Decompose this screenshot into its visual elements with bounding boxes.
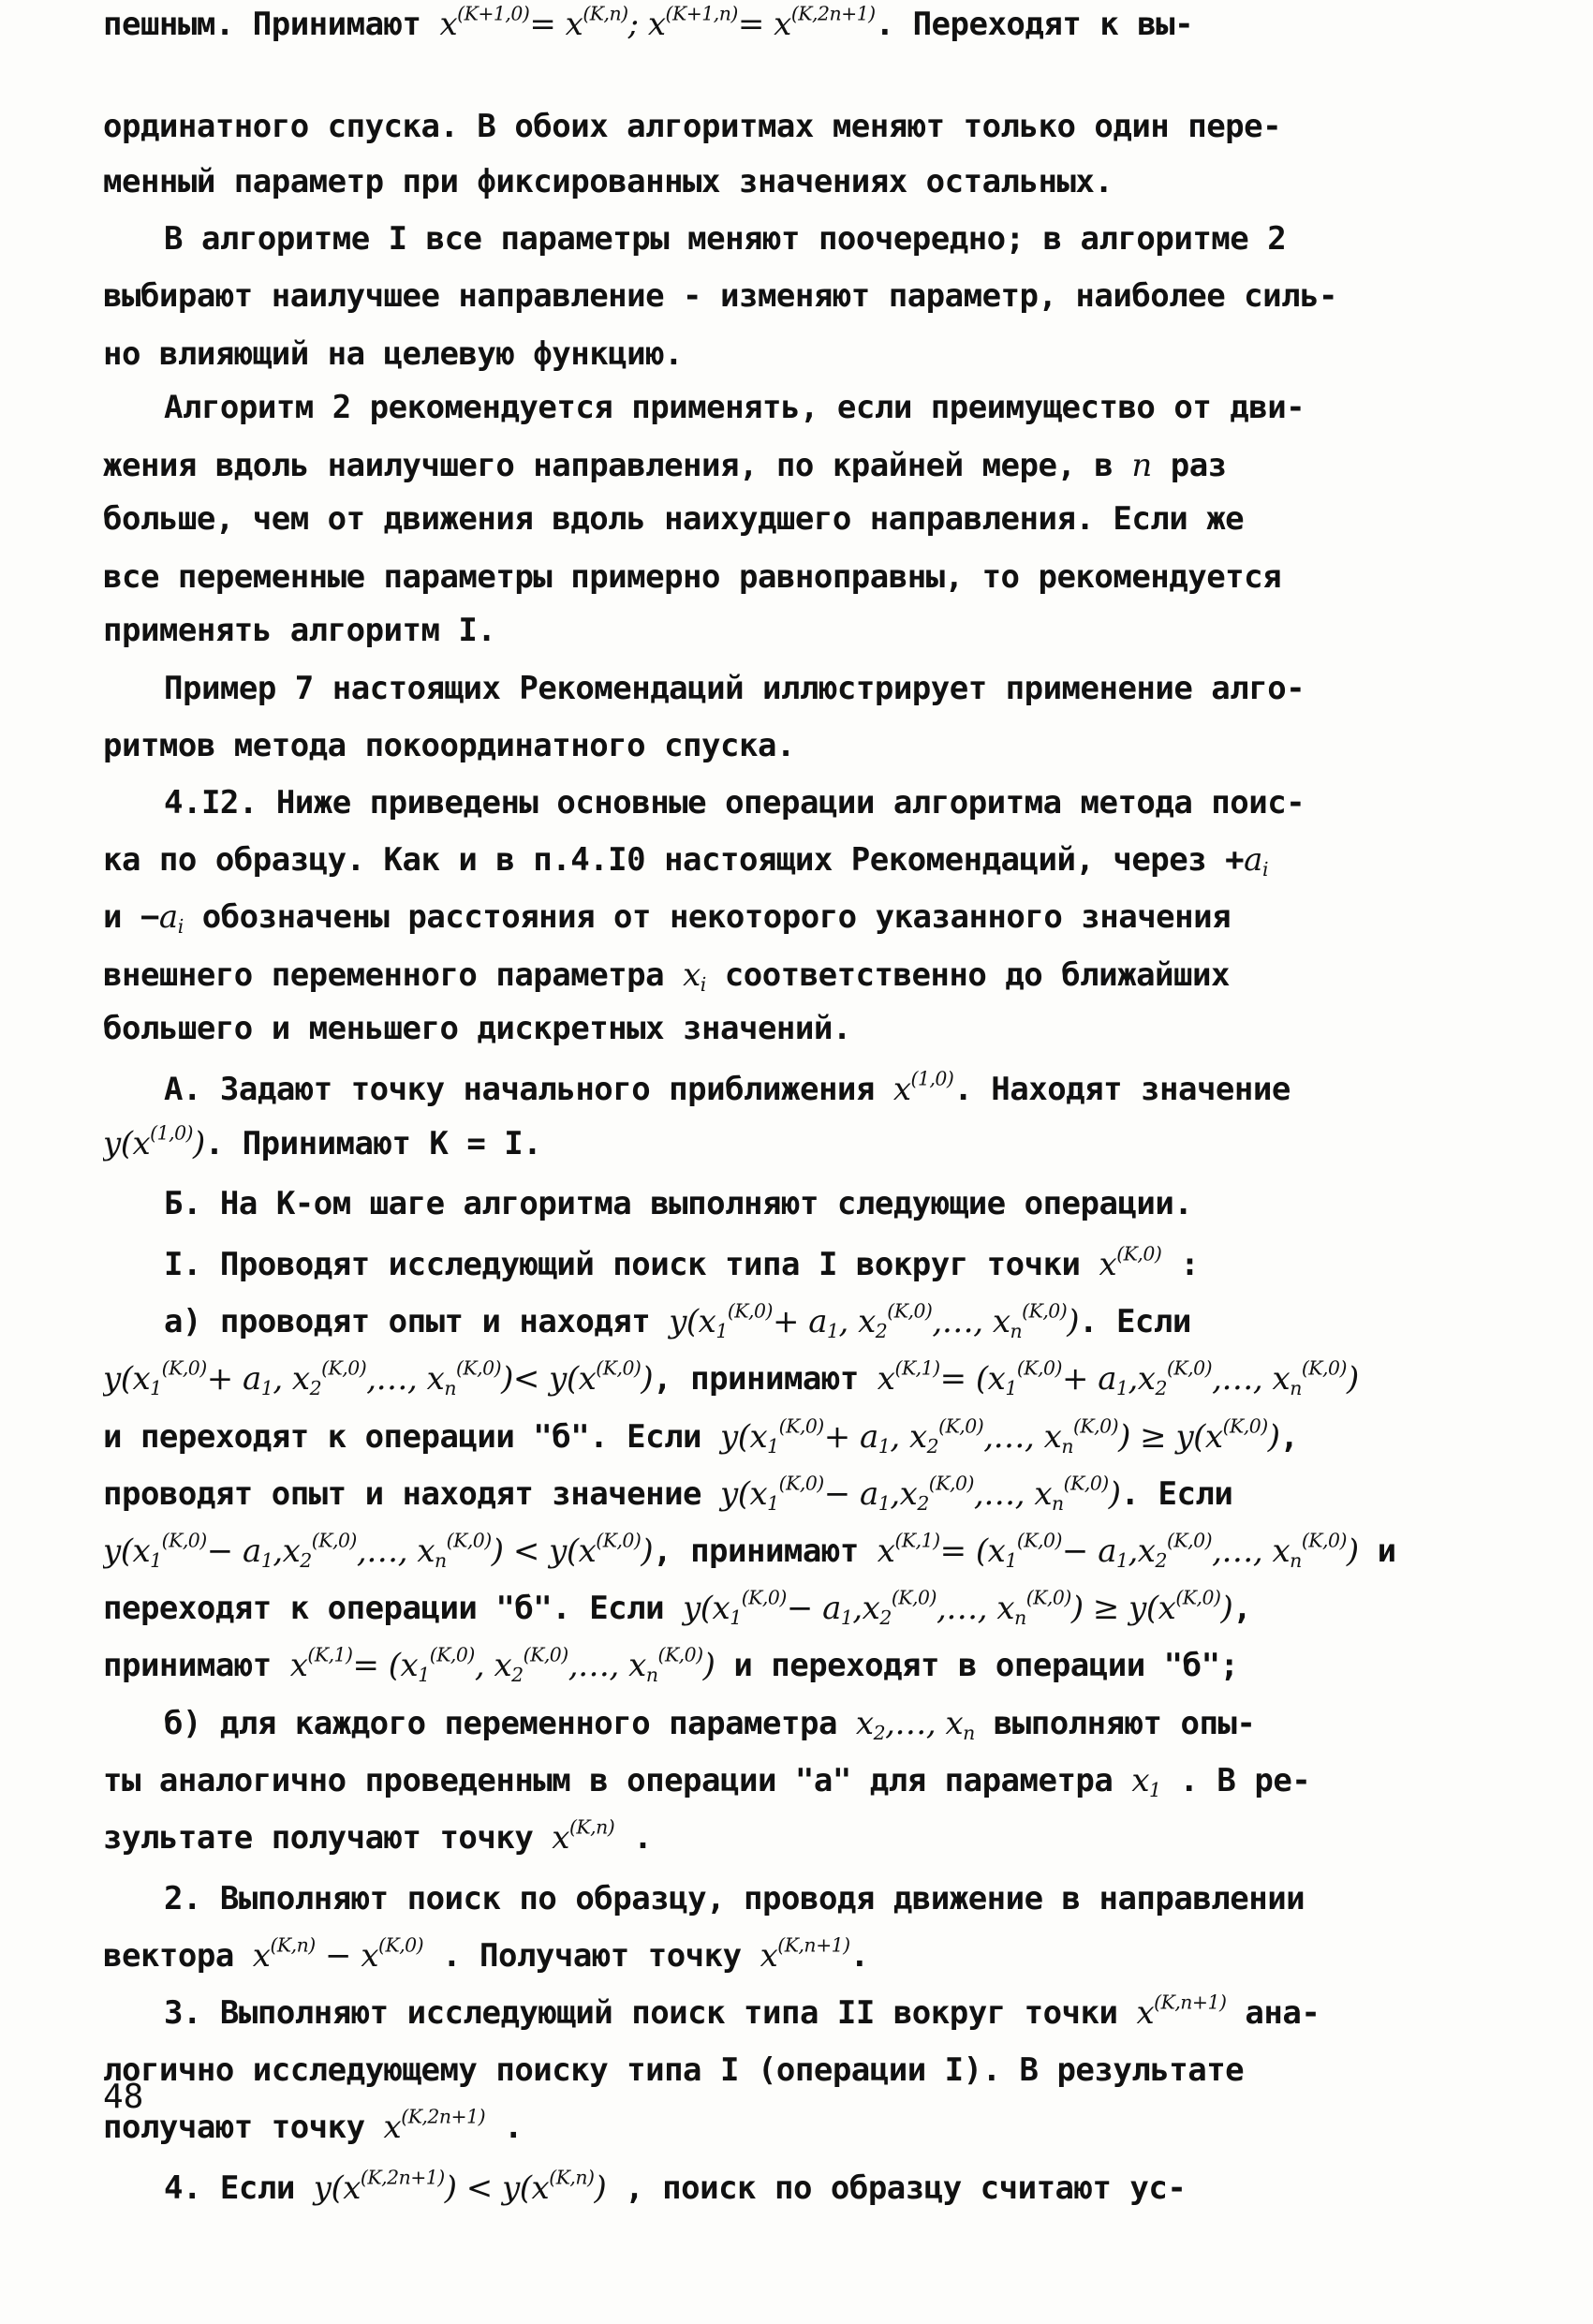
text-line: проводят опыт и находят значение $y(x_1^{(K,0)}-$ $a_1,x_2^{(K,0)},\dots$, $x_n^{(K,0)}$). Если: [103, 1472, 1233, 1515]
text-line: б) для каждого переменного параметра $x_2,\dots$, $x_n$ выполняют опы-: [164, 1704, 1256, 1744]
text-line: зультате получают точку $x^{(K,n)}$ .: [103, 1815, 653, 1857]
text-line: ритмов метода покоординатного спуска.: [103, 726, 795, 764]
text-line: $и -a_i$ обозначены расстояния от некоторого указанного значения: [103, 898, 1232, 939]
text-line: 4. Если $y(x^{(K,2n+1)}) < y(x^{(K,n)})$ , поиск по образцу считают ус-: [164, 2166, 1187, 2207]
text-line: все переменные параметры примерно равноправны, то рекомендуется: [103, 557, 1282, 596]
text-line: переходят к операции "б". Если $y(x_1^{(K,0)}-$ $a_1,x_2^{(K,0)},\dots$, $x_n^{(K,0)}) \ge y(x^{(K,0)})$,: [103, 1586, 1252, 1630]
text-line: применять алгоритм I.: [103, 612, 496, 650]
text-line: но влияющий на целевую функцию.: [103, 334, 684, 373]
text-line: жения вдоль наилучшего направления, по крайней мере, в n раз: [103, 446, 1227, 484]
text-line: I. Проводят исследующий поиск типа I вокруг точки $x^{(K,0)}$ :: [164, 1242, 1200, 1283]
text-line: ты аналогично проведенным в операции "а" для параметра $x_1$ . В ре-: [103, 1761, 1311, 1801]
text-line: $y(x_1^{(K,0)}-$ $a_1,x_2^{(K,0)},\dots$, $x_n^{(K,0)}) < y(x^{(K,0)})$, принимают $x^{(K,1)}= (x_1^{(K,0)}-$ $a_1,x_2^{(K,0)},\dots$, $x_n^{(K,0)}$) и: [103, 1529, 1396, 1573]
text-line: менный параметр при фиксированных значениях остальных.: [103, 163, 1114, 200]
text-line: принимают $x^{(K,1)}= (x_1^{(K,0)}$, $x_2^{(K,0)},\dots$, $x_n^{(K,0)}$) и переходят в операции "б";: [103, 1644, 1239, 1687]
text-line: Б. На К-ом шаге алгоритма выполняют следующие операции.: [164, 1185, 1193, 1223]
text-line: ка по образцу. Как и в п.4.I0 настоящих Рекомендаций, через $+a_i$: [103, 841, 1268, 881]
text-line: большего и меньшего дискретных значений.: [103, 1010, 851, 1048]
text-line: $y(x_1^{(K,0)}+ a_1$, $x_2^{(K,0)},\dots$, $x_n^{(K,0)})< y(x^{(K,0)})$, принимают $x^{(K,1)}= (x_1^{(K,0)}+$ $a_1,x_2^{(K,0)},\dots$, $x_n^{(K,0)}$): [103, 1357, 1359, 1400]
text-line: 2. Выполняют поиск по образцу, проводя движение в направлении: [164, 1879, 1305, 1917]
text-line: Алгоритм 2 рекомендуется применять, если преимущество от дви-: [164, 389, 1305, 427]
text-line: больше, чем от движения вдоль наихудшего направления. Если же: [103, 500, 1245, 539]
text-line: и переходят к операции "б". Если $y(x_1^{(K,0)}+ a_1$, $x_2^{(K,0)},\dots$, $x_n^{(K,0)}) \ge y(x^{(K,0)})$,: [103, 1414, 1299, 1458]
text-line: а) проводят опыт и находят $y(x_1^{(K,0)}+ a_1$, $x_2^{(K,0)},\dots$, $x_n^{(K,0)}$). Если: [164, 1299, 1191, 1343]
text-line: логично исследующему поиску типа I (операции I). В результате: [103, 2051, 1245, 2090]
text-line: $y(x^{(1,0)})$. Принимают К = I.: [103, 1121, 542, 1162]
text-line: А. Задают точку начального приближения $x^{(1,0)}$. Находят значение: [164, 1067, 1291, 1108]
text-line: вектора $x^{(K,n)} - x^{(K,0)}$ . Получают точку $x^{(K,n+1)}$.: [103, 1933, 869, 1975]
text-line: Пример 7 настоящих Рекомендаций иллюстрирует применение алго-: [164, 669, 1305, 707]
text-line: 3. Выполняют исследующий поиск типа II вокруг точки $x^{(K,n+1)}$ ана-: [164, 1991, 1320, 2032]
text-line: внешнего переменного параметра $x_i$ соответственно до ближайших: [103, 955, 1230, 996]
text-line: пешным. Принимают $x^{(K+1,0)}= x^{(K,n)}$; $x^{(K+1,n)}= x^{(K,2n+1)}$. Переходят к вы-: [103, 2, 1194, 43]
text-line: получают точку $x^{(K,2n+1)}$ .: [103, 2106, 523, 2147]
page-number: 48: [103, 2078, 144, 2116]
text-line: 4.I2. Ниже приведены основные операции алгоритма метода поис-: [164, 784, 1305, 822]
text-line: В алгоритме I все параметры меняют поочередно; в алгоритме 2: [164, 220, 1287, 259]
text-line: ординатного спуска. В обоих алгоритмах меняют только один пере-: [103, 107, 1282, 145]
text-line: выбирают наилучшее направление - изменяют параметр, наиболее силь-: [103, 277, 1338, 316]
